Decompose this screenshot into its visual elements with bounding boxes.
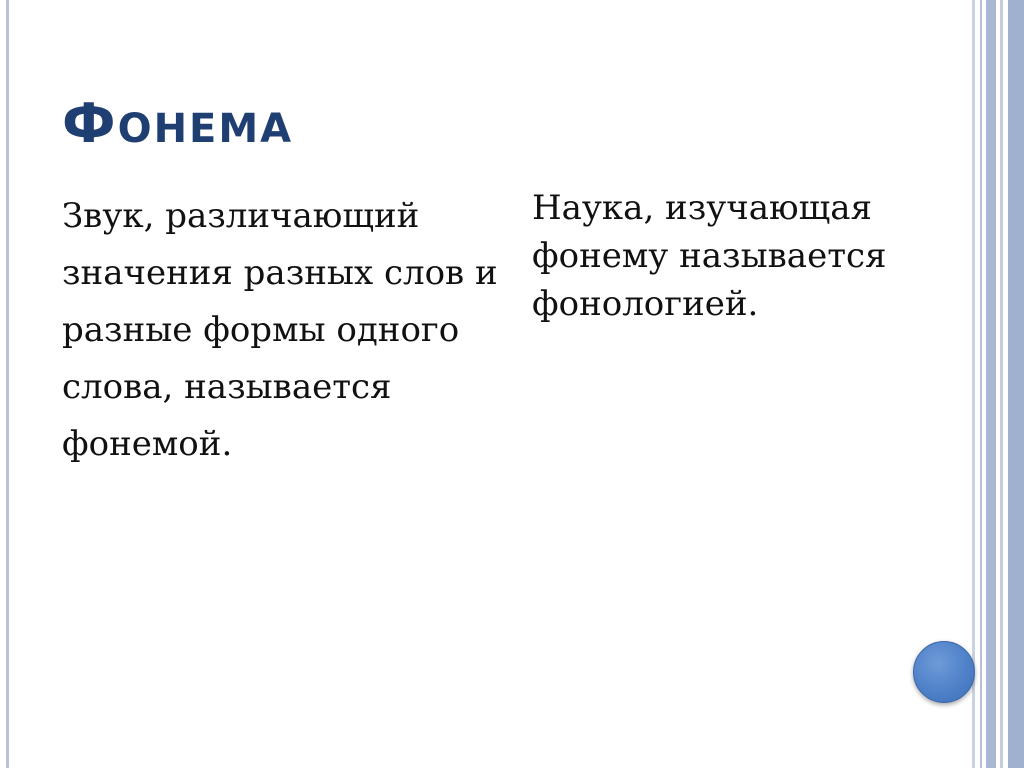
title-rest: ОНЕМА [117, 106, 294, 152]
stripe [980, 0, 982, 768]
stripe [972, 0, 975, 768]
stripe [986, 0, 996, 768]
left-column-text: Звук, различающий значения разных слов и разные формы одного слова, называется фонемой. [62, 196, 498, 464]
circle-button-icon[interactable] [913, 641, 975, 703]
slide-title [62, 92, 293, 155]
stripe [1000, 0, 1003, 768]
title-first-letter: Ф [62, 92, 118, 155]
right-decorative-stripes [972, 0, 1024, 768]
right-column-text: Наука, изучающая фонему называется фонологией. [532, 188, 887, 324]
stripe [1008, 0, 1024, 768]
left-border-line [6, 0, 9, 768]
